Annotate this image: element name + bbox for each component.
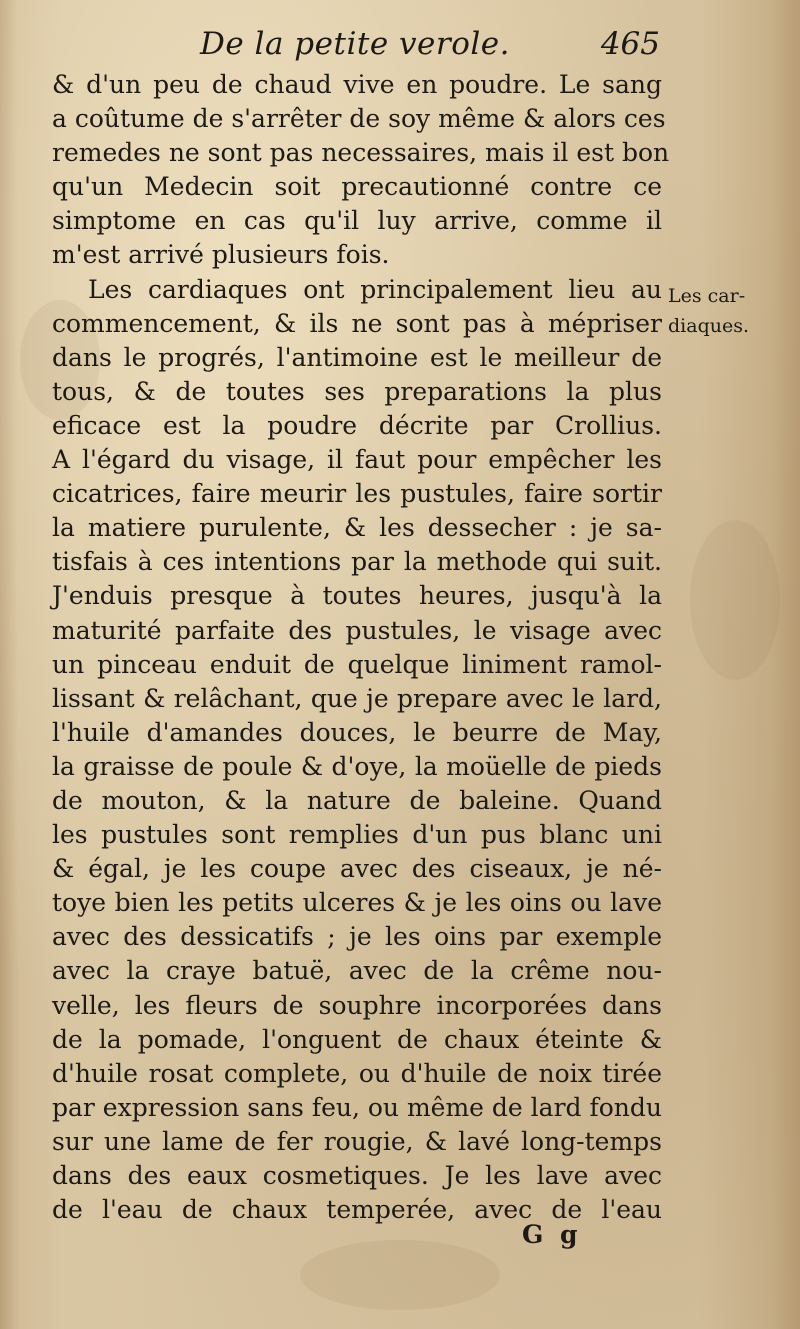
text-line: maturité parfaite des pustules, le visage avec [52, 615, 662, 645]
text-line: les pustules sont remplies d'un pus blanc uni [52, 820, 662, 850]
text-line: qu'un Medecin soit precautionné contre ce [52, 172, 662, 202]
text-line: commencement, & ils ne sont pas à mépriser [52, 308, 662, 338]
text-line: velle, les fleurs de souphre incorporées dans [52, 990, 662, 1020]
text-line: & d'un peu de chaud vive en poudre. Le sang [52, 70, 662, 99]
text-line: avec la craye batuë, avec de la crême nou- [52, 956, 662, 986]
text-line: de mouton, & la nature de baleine. Quand [52, 785, 662, 815]
text-line: cicatrices, faire meurir les pustules, faire sortir [52, 479, 662, 509]
text-line: de l'eau de chaux temperée, avec de l'eau [52, 1195, 662, 1225]
running-title: De la petite verole. [200, 26, 510, 62]
text-line: lissant & relâchant, que je prepare avec le lard, [52, 683, 662, 713]
text-line: Les cardiaques ont principalement lieu au [88, 274, 662, 304]
page-header [200, 22, 660, 68]
text-line: tisfais à ces intentions par la methode qui suit. [52, 547, 662, 577]
text-line: dans le progrés, l'antimoine est le meilleur de [52, 342, 662, 372]
text-line: de la pomade, l'onguent de chaux éteinte & [52, 1024, 662, 1054]
text-line: simptome en cas qu'il luy arrive, comme il [52, 206, 662, 236]
body-text [52, 68, 670, 1227]
signature-mark: G g [522, 1220, 582, 1249]
text-line: la graisse de poule & d'oye, la moüelle de pieds [52, 751, 662, 781]
text-line: remedes ne sont pas necessaires, mais il est bon [52, 138, 670, 168]
paper-stain [690, 520, 780, 680]
text-line: eficace est la poudre décrite par Crollius. [52, 410, 662, 440]
text-line: toye bien les petits ulceres & je les oins ou lave [52, 888, 662, 918]
text-line: J'enduis presque à toutes heures, jusqu'à la [52, 581, 662, 611]
text-line: a coûtume de s'arrêter de soy même & alors ces [52, 104, 666, 134]
margin-note-line: diaques. [668, 315, 750, 337]
text-line: & égal, je les coupe avec des ciseaux, je né- [52, 854, 662, 884]
text-line: dans des eaux cosmetiques. Je les lave avec [52, 1161, 662, 1190]
text-line: A l'égard du visage, il faut pour empêcher les [52, 445, 662, 475]
text-line: un pinceau enduit de quelque liniment ramol- [52, 649, 662, 679]
text-line: m'est arrivé plusieurs fois. [52, 240, 390, 270]
margin-note [668, 281, 796, 341]
text-line: tous, & de toutes ses preparations la plus [52, 376, 662, 406]
text-line: avec des dessicatifs ; je les oins par exemple [52, 922, 662, 952]
margin-note-line: Les car- [668, 285, 746, 307]
text-line: l'huile d'amandes douces, le beurre de May, [52, 717, 662, 747]
text-line: la matiere purulente, & les dessecher : je sa- [52, 513, 662, 543]
text-line: par expression sans feu, ou même de lard fondu [52, 1092, 662, 1122]
text-line: d'huile rosat complete, ou d'huile de noix tirée [52, 1058, 662, 1088]
paper-stain [300, 1240, 500, 1310]
page-number: 465 [600, 26, 660, 62]
text-line: sur une lame de fer rougie, & lavé long-temps [52, 1126, 662, 1156]
